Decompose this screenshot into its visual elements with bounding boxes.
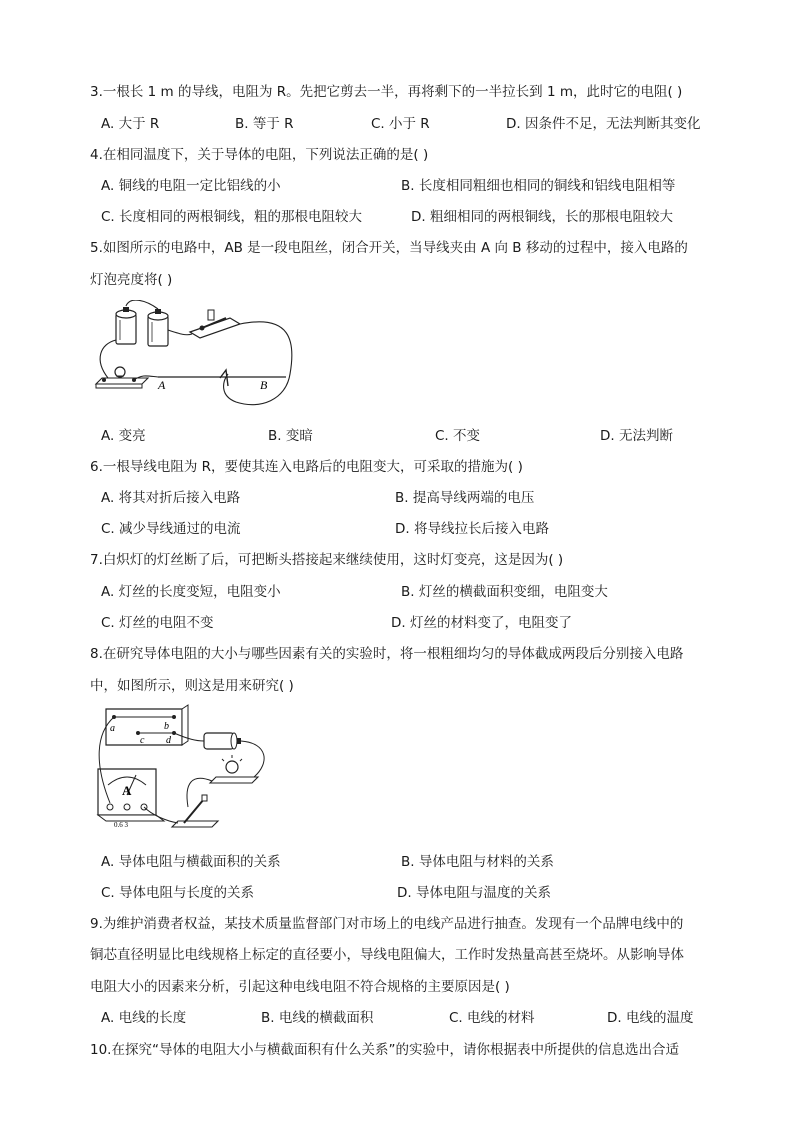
label-b: b xyxy=(164,721,169,732)
q8-option-d: D. 导体电阻与温度的关系 xyxy=(397,885,551,901)
q4-option-b: B. 长度相同粗细也相同的铜线和铝线电阻相等 xyxy=(401,178,676,194)
switch-icon xyxy=(190,310,240,338)
lamp-icon xyxy=(96,367,148,388)
q8-stem-line2: 中，如图所示，则这是用来研究( ) xyxy=(90,678,294,694)
q3-option-d: D. 因条件不足，无法判断其变化 xyxy=(506,116,701,132)
q6-option-a: A. 将其对折后接入电路 xyxy=(101,490,241,506)
q8-option-a: A. 导体电阻与横截面积的关系 xyxy=(101,854,281,870)
q8-option-b: B. 导体电阻与材料的关系 xyxy=(401,854,554,870)
q4-option-c: C. 长度相同的两根铜线，粗的那根电阻较大 xyxy=(101,209,363,225)
battery-icon xyxy=(204,733,241,749)
q7-option-b: B. 灯丝的横截面积变细，电阻变大 xyxy=(401,584,608,600)
q4-option-a: A. 铜线的电阻一定比铝线的小 xyxy=(101,178,281,194)
q5-stem-line1: 5.如图所示的电路中，AB 是一段电阻丝，闭合开关，当导线夹由 A 向 B 移动的过程中，接入电路的 xyxy=(90,240,688,256)
q6-stem: 6.一根导线电阻为 R，要使其连入电路后的电阻变大，可采取的措施为( ) xyxy=(90,459,523,475)
label-d: d xyxy=(166,735,171,746)
q5-stem-line2: 灯泡亮度将( ) xyxy=(90,272,173,288)
q7-stem: 7.白炽灯的灯丝断了后，可把断头搭接起来继续使用，这时灯变亮，这是因为( ) xyxy=(90,552,564,568)
resistor-board-icon xyxy=(106,705,188,746)
q4-stem: 4.在相同温度下，关于导体的电阻，下列说法正确的是( ) xyxy=(90,147,429,163)
q9-option-a: A. 电线的长度 xyxy=(101,1010,187,1026)
ammeter-icon xyxy=(98,769,164,829)
label-c: c xyxy=(140,735,145,746)
q8-circuit-figure xyxy=(92,703,282,833)
q6-option-c: C. 减少导线通过的电流 xyxy=(101,521,241,537)
q5-option-d: D. 无法判断 xyxy=(600,428,673,444)
meter-label: A xyxy=(122,783,132,798)
q3-option-b: B. 等于 R xyxy=(235,116,294,132)
q9-stem-line1: 9.为维护消费者权益，某技术质量监督部门对市场上的电线产品进行抽查。发现有一个品牌电线中的 xyxy=(90,916,684,932)
battery-icon xyxy=(116,307,136,344)
label-a: a xyxy=(110,723,115,734)
q8-stem-line1: 8.在研究导体电阻的大小与哪些因素有关的实验时，将一根粗细均匀的导体截成两段后分别接入电路 xyxy=(90,646,684,662)
q9-option-b: B. 电线的横截面积 xyxy=(261,1010,374,1026)
q7-option-a: A. 灯丝的长度变短，电阻变小 xyxy=(101,584,281,600)
q6-option-d: D. 将导线拉长后接入电路 xyxy=(395,521,549,537)
battery-icon xyxy=(148,309,168,346)
q8-option-c: C. 导体电阻与长度的关系 xyxy=(101,885,255,901)
q7-option-d: D. 灯丝的材料变了，电阻变了 xyxy=(391,615,572,631)
q9-stem-line3: 电阻大小的因素来分析，引起这种电线电阻不符合规格的主要原因是( ) xyxy=(90,979,510,995)
q10-stem: 10.在探究“导体的电阻大小与横截面积有什么关系”的实验中，请你根据表中所提供的信息选出合适 xyxy=(90,1042,679,1058)
q5-option-b: B. 变暗 xyxy=(268,428,313,444)
q7-option-c: C. 灯丝的电阻不变 xyxy=(101,615,214,631)
switch-icon xyxy=(172,795,218,827)
lamp-icon xyxy=(210,755,258,783)
meter-scale: 0.6 3 xyxy=(114,821,128,829)
q3-stem: 3.一根长 1 m 的导线，电阻为 R。先把它剪去一半，再将剩下的一半拉长到 1 m，此时它的电阻( ) xyxy=(90,84,683,100)
q6-option-b: B. 提高导线两端的电压 xyxy=(395,490,535,506)
q5-option-c: C. 不变 xyxy=(435,428,481,444)
q4-option-d: D. 粗细相同的两根铜线，长的那根电阻较大 xyxy=(411,209,673,225)
label-a: A xyxy=(158,378,166,392)
q5-circuit-figure xyxy=(90,300,300,412)
q3-option-a: A. 大于 R xyxy=(101,116,160,132)
q9-stem-line2: 铜芯直径明显比电线规格上标定的直径要小，导线电阻偏大，工作时发热量高甚至烧坏。从影响导体 xyxy=(90,947,684,963)
q9-option-c: C. 电线的材料 xyxy=(449,1010,535,1026)
q3-option-c: C. 小于 R xyxy=(371,116,430,132)
q9-option-d: D. 电线的温度 xyxy=(607,1010,694,1026)
q5-option-a: A. 变亮 xyxy=(101,428,146,444)
label-b: B xyxy=(260,378,268,392)
